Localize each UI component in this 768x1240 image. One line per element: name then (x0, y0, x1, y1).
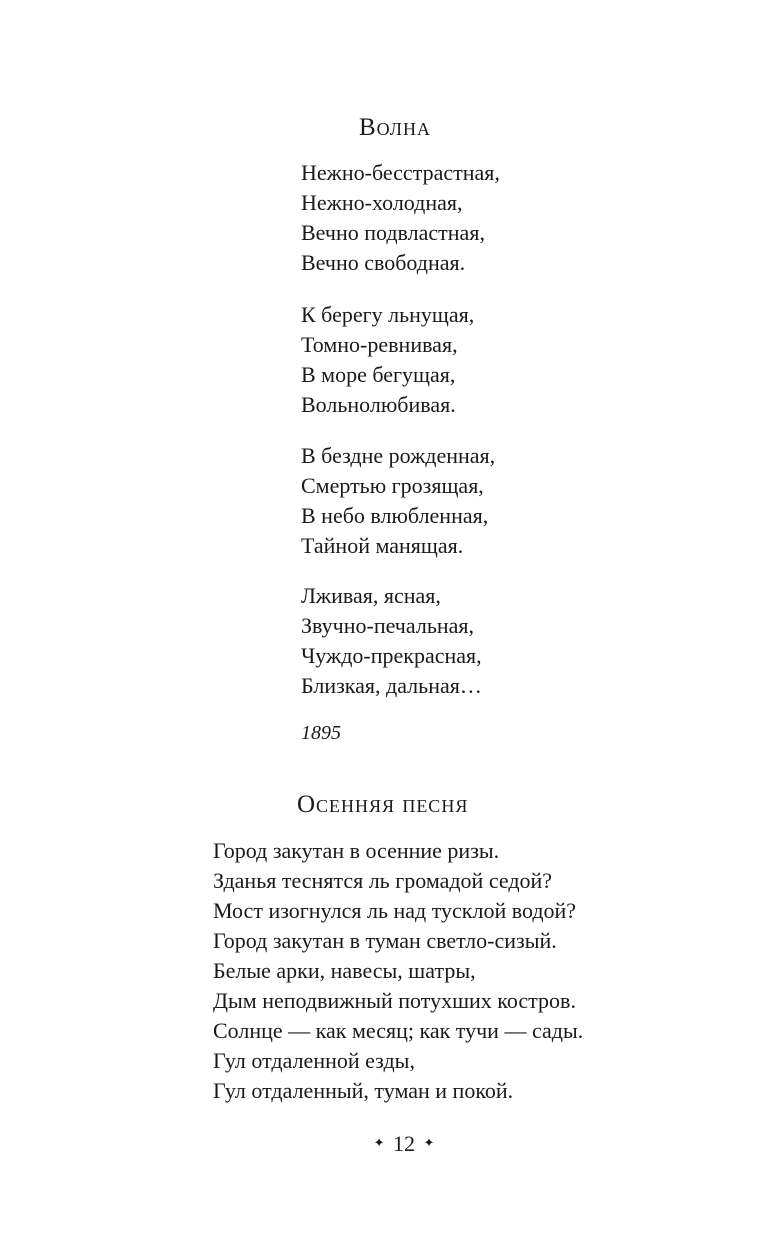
verse-line: Лживая, ясная, (301, 583, 441, 608)
stanza (213, 836, 583, 1106)
verse-line: Зданья теснятся ль громадой седой? (213, 868, 553, 893)
verse-line: Чуждо-прекрасная, (301, 643, 482, 668)
verse-line: Вечно подвластная, (301, 220, 485, 245)
verse-line: Вольнолюбивая. (301, 392, 456, 417)
verse-line: Гул отдаленной езды, (213, 1048, 415, 1073)
verse-line: Вечно свободная. (301, 250, 466, 275)
verse-line: В небо влюбленная, (301, 503, 489, 528)
stanza (301, 441, 495, 561)
verse-line: Город закутан в туман светло-сизый. (213, 928, 557, 953)
poem-year: 1895 (301, 722, 341, 744)
verse-line: Томно-ревнивая, (301, 332, 458, 357)
verse-line: Нежно-бесстрастная, (301, 160, 500, 185)
verse-line: В бездне рожденная, (301, 443, 496, 468)
verse-line: Близкая, дальная… (301, 673, 482, 698)
ornament-right-icon: ✦ (423, 1134, 435, 1150)
verse-line: Гул отдаленный, туман и покой. (213, 1078, 514, 1103)
verse-line: Нежно-холодная, (301, 190, 463, 215)
verse-line: Звучно-печальная, (301, 613, 475, 638)
stanza (301, 581, 482, 701)
verse-line: В море бегущая, (301, 362, 456, 387)
stanza (301, 300, 474, 420)
stanza (301, 158, 500, 278)
ornament-left-icon: ✦ (373, 1134, 385, 1150)
verse-line: Солнце — как месяц; как тучи — сады. (213, 1018, 584, 1043)
verse-line: Белые арки, навесы, шатры, (213, 958, 476, 983)
page-number: 12 (393, 1131, 415, 1156)
verse-line: Тайной манящая. (301, 533, 464, 558)
verse-line: Смертью грозящая, (301, 473, 484, 498)
verse-line: К берегу льнущая, (301, 302, 475, 327)
verse-line: Дым неподвижный потухших костров. (213, 988, 576, 1013)
verse-line: Мост изогнулся ль над тусклой водой? (213, 898, 577, 923)
poem-title: Осенняя песня (297, 791, 469, 818)
poem-title: Волна (359, 114, 431, 141)
verse-line: Город закутан в осенние ризы. (213, 838, 500, 863)
page-footer (0, 1129, 768, 1161)
